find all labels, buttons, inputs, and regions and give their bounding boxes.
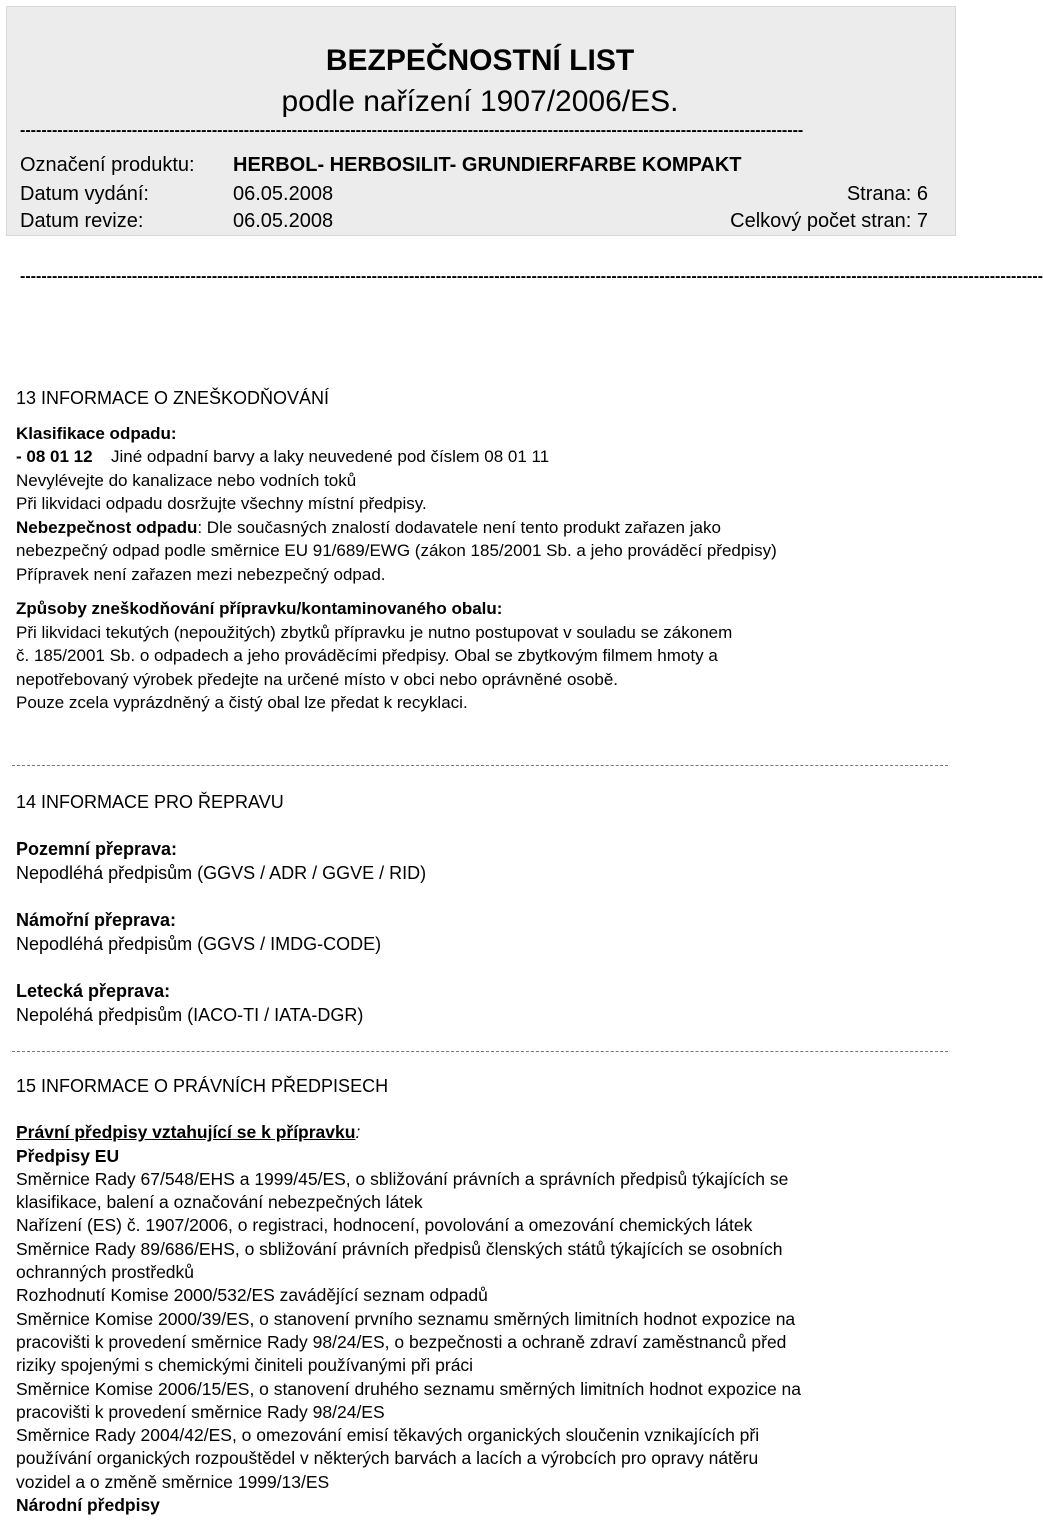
total-pages: Celkový počet stran: 7	[730, 210, 928, 232]
legal-regulations-label: Právní předpisy vztahující se k přípravku	[16, 1122, 356, 1143]
revision-date-label: Datum revize:	[20, 210, 144, 232]
regulation-line: Směrnice Komise 2006/15/ES, o stanovení druhého seznamu směrných limitních hodnot expozice na	[16, 1378, 802, 1399]
regulation-line: používání organických rozpouštědel v některých barvách a lacích a výrobcích pro opravy nátěru	[16, 1448, 759, 1469]
section-13	[16, 387, 946, 715]
regulation-line: Směrnice Komise 2000/39/ES, o stanovení prvního seznamu směrných limitních hodnot expozice na	[16, 1308, 796, 1329]
regulation-line: vozidel a o změně směrnice 1999/13/ES	[16, 1471, 330, 1492]
legal-regulations-colon: :	[355, 1122, 361, 1143]
text-line: č. 185/2001 Sb. o odpadech a jeho prováděcími předpisy. Obal se zbytkovým filmem hmoty a	[16, 646, 718, 665]
waste-code-description: Jiné odpadní barvy a laky neuvedené pod číslem 08 01 11	[111, 447, 550, 466]
air-transport-label: Letecká přeprava:	[16, 981, 171, 1001]
regulation-line: ochranných prostředků	[16, 1262, 195, 1283]
waste-classification-label: Klasifikace odpadu:	[16, 423, 177, 443]
text-line: Pouze zcela vyprázdněný a čistý obal lze předat k recyklaci.	[16, 693, 468, 712]
page-number: Strana: 6	[846, 183, 928, 205]
text-line: Při likvidaci odpadu dosržujte všechny místní předpisy.	[16, 494, 427, 513]
text-line: Nevylévejte do kanalizace nebo vodních toků	[16, 470, 357, 490]
text-line: nebezpečný odpad podle směrnice EU 91/689/EWG (zákon 185/2001 Sb. a jeho prováděcí předpisy)	[16, 541, 777, 560]
waste-code: - 08 01 12	[16, 447, 93, 466]
regulation-line: pracovišti k provedení směrnice Rady 98/24/ES, o bezpečnosti a ochraně zdraví zaměstnanců před	[16, 1331, 787, 1352]
sea-transport-text: Nepodléhá předpisům (GGVS / IMDG-CODE)	[16, 934, 382, 954]
section-13-title: 13 INFORMACE O ZNEŠKODŇOVÁNÍ	[16, 388, 330, 408]
header-bottom-divider: ------------------------------------------------------------------------------------------------------------------------------------------------------------------------------------------------	[20, 268, 1043, 285]
national-regulations-label: Národní předpisy	[16, 1495, 160, 1516]
product-label: Označení produktu:	[20, 154, 195, 176]
air-transport-text: Nepoléhá předpisům (IACO-TI / IATA-DGR)	[16, 1005, 364, 1025]
land-transport-label: Pozemní přeprava:	[16, 839, 178, 859]
document-title: BEZPEČNOSTNÍ LIST	[325, 44, 635, 77]
section-divider	[12, 1051, 948, 1052]
section-divider	[12, 765, 948, 766]
issue-date-value: 06.05.2008	[233, 183, 334, 205]
text-line: nepotřebovaný výrobek předejte na určené místo v obci nebo oprávněné osobě.	[16, 669, 619, 689]
section-15-title: 15 INFORMACE O PRÁVNÍCH PŘEDPISECH	[16, 1076, 389, 1096]
document-subtitle: podle nařízení 1907/2006/ES.	[281, 85, 679, 118]
regulation-line: Směrnice Rady 2004/42/ES, o omezování emisí těkavých organických sloučenin vznikajících při	[16, 1425, 760, 1446]
eu-regulations-label: Předpisy EU	[16, 1145, 120, 1166]
section-15	[16, 1075, 946, 1517]
regulation-line: Směrnice Rady 89/686/EHS, o sbližování právních předpisů členských států týkajících se osobních	[16, 1238, 783, 1259]
revision-date-value: 06.05.2008	[233, 210, 334, 232]
regulation-line: klasifikace, balení a označování nebezpečných látek	[16, 1192, 423, 1213]
section-14	[16, 790, 946, 1027]
waste-hazard-text: : Dle současných znalostí dodavatele není tento produkt zařazen jako	[197, 517, 721, 537]
regulation-line: pracovišti k provedení směrnice Rady 98/24/ES	[16, 1401, 385, 1422]
eu-regulations-list	[16, 1168, 946, 1494]
regulation-line: riziky spojenými s chemickými činiteli používanými při práci	[16, 1355, 474, 1376]
regulation-line: Nařízení (ES) č. 1907/2006, o registraci, hodnocení, povolování a omezování chemických látek	[16, 1215, 753, 1236]
issue-date-label: Datum vydání:	[20, 183, 149, 205]
regulation-line: Směrnice Rady 67/548/EHS a 1999/45/ES, o sbližování právních a správních předpisů týkajících se	[16, 1168, 789, 1189]
waste-hazard-label: Nebezpečnost odpadu	[16, 517, 198, 537]
product-value: HERBOL- HERBOSILIT- GRUNDIERFARBE KOMPAKT	[233, 154, 742, 176]
disposal-methods-label: Způsoby zneškodňování přípravku/kontaminovaného obalu:	[16, 599, 503, 618]
header-divider: ---------------------------------------------------------------------------------------------------------------------------------------------------	[20, 122, 804, 139]
land-transport-text: Nepodléhá předpisům (GGVS / ADR / GGVE / RID)	[16, 863, 427, 883]
section-14-title: 14 INFORMACE PRO ŘEPRAVU	[16, 792, 284, 812]
regulation-line: Rozhodnutí Komise 2000/532/ES zavádějící seznam odpadů	[16, 1285, 488, 1306]
text-line: Při likvidaci tekutých (nepoužitých) zbytků přípravku je nutno postupovat v souladu se zákonem	[16, 622, 733, 642]
text-line: Přípravek není zařazen mezi nebezpečný odpad.	[16, 564, 386, 584]
sea-transport-label: Námořní přeprava:	[16, 910, 177, 930]
